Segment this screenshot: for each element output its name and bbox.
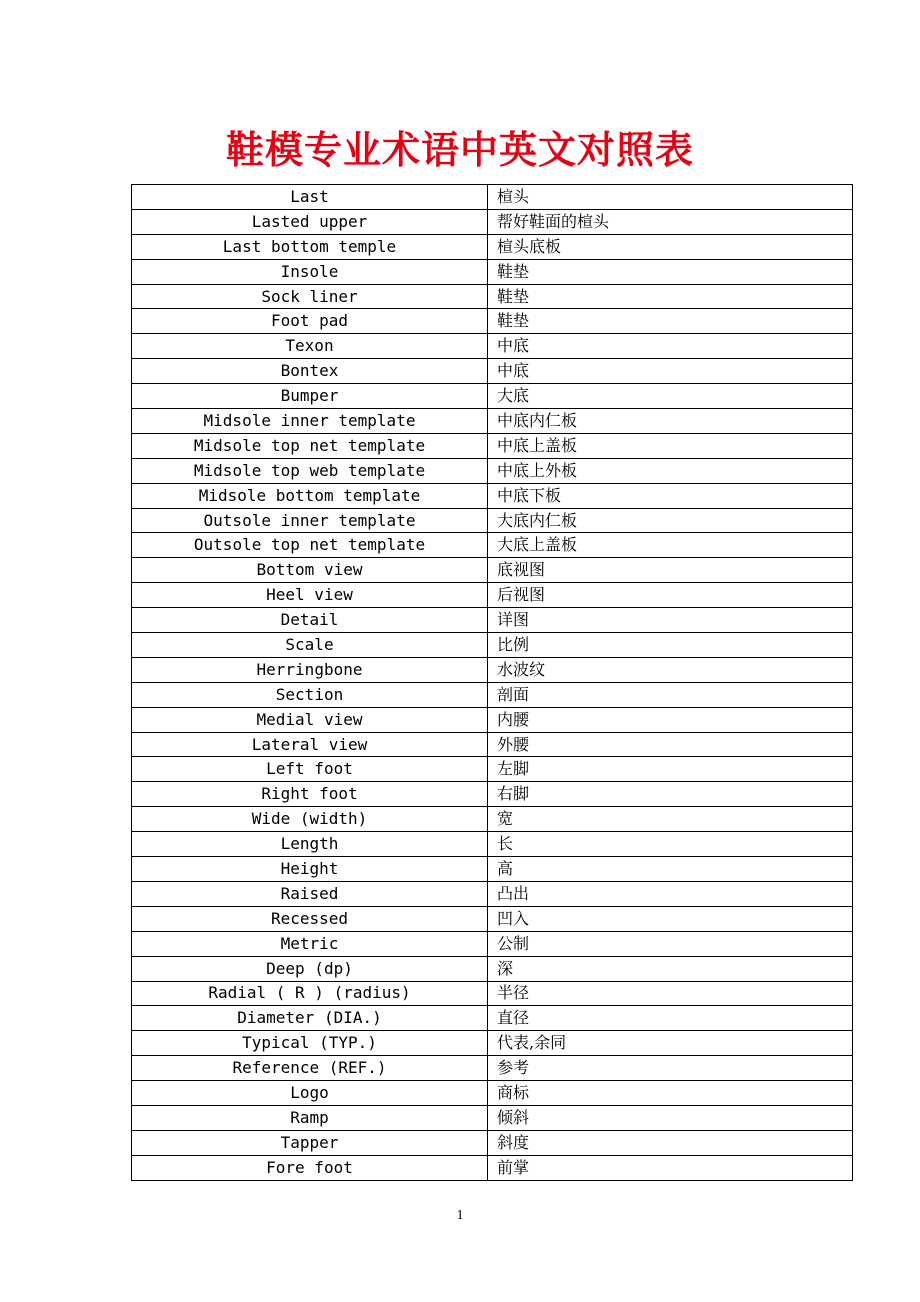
english-term-cell: Tapper bbox=[132, 1130, 488, 1155]
english-term-cell: Logo bbox=[132, 1081, 488, 1106]
chinese-term-cell: 大底内仁板 bbox=[488, 508, 853, 533]
english-term-cell: Midsole bottom template bbox=[132, 483, 488, 508]
english-term-cell: Scale bbox=[132, 633, 488, 658]
table-row bbox=[132, 682, 853, 707]
english-term-cell: Fore foot bbox=[132, 1155, 488, 1180]
table-row bbox=[132, 707, 853, 732]
table-row bbox=[132, 832, 853, 857]
chinese-term-cell: 倾斜 bbox=[488, 1105, 853, 1130]
table-row bbox=[132, 309, 853, 334]
chinese-term-cell: 高 bbox=[488, 857, 853, 882]
chinese-term-cell: 底视图 bbox=[488, 558, 853, 583]
english-term-cell: Height bbox=[132, 857, 488, 882]
chinese-term-cell: 中底上盖板 bbox=[488, 433, 853, 458]
english-term-cell: Ramp bbox=[132, 1105, 488, 1130]
english-term-cell: Insole bbox=[132, 259, 488, 284]
chinese-term-cell: 帮好鞋面的楦头 bbox=[488, 209, 853, 234]
chinese-term-cell: 大底 bbox=[488, 384, 853, 409]
table-row bbox=[132, 807, 853, 832]
english-term-cell: Heel view bbox=[132, 583, 488, 608]
chinese-term-cell: 水波纹 bbox=[488, 657, 853, 682]
table-row bbox=[132, 409, 853, 434]
english-term-cell: Raised bbox=[132, 881, 488, 906]
table-row bbox=[132, 633, 853, 658]
english-term-cell: Herringbone bbox=[132, 657, 488, 682]
table-row bbox=[132, 234, 853, 259]
chinese-term-cell: 内腰 bbox=[488, 707, 853, 732]
table-row bbox=[132, 857, 853, 882]
table-row bbox=[132, 657, 853, 682]
english-term-cell: Recessed bbox=[132, 906, 488, 931]
english-term-cell: Typical (TYP.) bbox=[132, 1031, 488, 1056]
chinese-term-cell: 中底内仁板 bbox=[488, 409, 853, 434]
page-number: 1 bbox=[456, 1208, 464, 1223]
table-row bbox=[132, 384, 853, 409]
english-term-cell: Bontex bbox=[132, 359, 488, 384]
chinese-term-cell: 鞋垫 bbox=[488, 284, 853, 309]
chinese-term-cell: 斜度 bbox=[488, 1130, 853, 1155]
table-row bbox=[132, 1155, 853, 1180]
chinese-term-cell: 凹入 bbox=[488, 906, 853, 931]
table-row bbox=[132, 1105, 853, 1130]
chinese-term-cell: 中底 bbox=[488, 359, 853, 384]
english-term-cell: Midsole inner template bbox=[132, 409, 488, 434]
chinese-term-cell: 鞋垫 bbox=[488, 259, 853, 284]
table-row bbox=[132, 1130, 853, 1155]
chinese-term-cell: 代表,余同 bbox=[488, 1031, 853, 1056]
english-term-cell: Deep (dp) bbox=[132, 956, 488, 981]
english-term-cell: Left foot bbox=[132, 757, 488, 782]
table-row bbox=[132, 1056, 853, 1081]
chinese-term-cell: 楦头 bbox=[488, 185, 853, 210]
table-row bbox=[132, 284, 853, 309]
english-term-cell: Lateral view bbox=[132, 732, 488, 757]
table-row bbox=[132, 483, 853, 508]
table-row bbox=[132, 508, 853, 533]
english-term-cell: Diameter (DIA.) bbox=[132, 1006, 488, 1031]
chinese-term-cell: 楦头底板 bbox=[488, 234, 853, 259]
english-term-cell: Outsole top net template bbox=[132, 533, 488, 558]
chinese-term-cell: 比例 bbox=[488, 633, 853, 658]
table-row bbox=[132, 881, 853, 906]
table-row bbox=[132, 533, 853, 558]
chinese-term-cell: 后视图 bbox=[488, 583, 853, 608]
chinese-term-cell: 鞋垫 bbox=[488, 309, 853, 334]
english-term-cell: Bumper bbox=[132, 384, 488, 409]
chinese-term-cell: 详图 bbox=[488, 608, 853, 633]
table-row bbox=[132, 956, 853, 981]
chinese-term-cell: 大底上盖板 bbox=[488, 533, 853, 558]
table-row bbox=[132, 334, 853, 359]
chinese-term-cell: 中底下板 bbox=[488, 483, 853, 508]
english-term-cell: Detail bbox=[132, 608, 488, 633]
chinese-term-cell: 外腰 bbox=[488, 732, 853, 757]
page-title: 鞋模专业术语中英文对照表 bbox=[225, 128, 694, 172]
table-row bbox=[132, 608, 853, 633]
chinese-term-cell: 剖面 bbox=[488, 682, 853, 707]
chinese-term-cell: 参考 bbox=[488, 1056, 853, 1081]
english-term-cell: Last bottom temple bbox=[132, 234, 488, 259]
table-row bbox=[132, 981, 853, 1006]
table-row bbox=[132, 583, 853, 608]
chinese-term-cell: 长 bbox=[488, 832, 853, 857]
english-term-cell: Outsole inner template bbox=[132, 508, 488, 533]
table-row bbox=[132, 209, 853, 234]
table-row bbox=[132, 1006, 853, 1031]
table-row bbox=[132, 558, 853, 583]
english-term-cell: Radial ( R ) (radius) bbox=[132, 981, 488, 1006]
english-term-cell: Length bbox=[132, 832, 488, 857]
chinese-term-cell: 左脚 bbox=[488, 757, 853, 782]
table-row bbox=[132, 433, 853, 458]
chinese-term-cell: 凸出 bbox=[488, 881, 853, 906]
english-term-cell: Right foot bbox=[132, 782, 488, 807]
english-term-cell: Wide (width) bbox=[132, 807, 488, 832]
english-term-cell: Reference (REF.) bbox=[132, 1056, 488, 1081]
english-term-cell: Sock liner bbox=[132, 284, 488, 309]
chinese-term-cell: 中底上外板 bbox=[488, 458, 853, 483]
table-row bbox=[132, 757, 853, 782]
english-term-cell: Last bbox=[132, 185, 488, 210]
chinese-term-cell: 直径 bbox=[488, 1006, 853, 1031]
glossary-table bbox=[131, 184, 853, 1181]
table-row bbox=[132, 185, 853, 210]
english-term-cell: Bottom view bbox=[132, 558, 488, 583]
table-row bbox=[132, 1081, 853, 1106]
chinese-term-cell: 右脚 bbox=[488, 782, 853, 807]
chinese-term-cell: 宽 bbox=[488, 807, 853, 832]
table-row bbox=[132, 359, 853, 384]
table-row bbox=[132, 732, 853, 757]
chinese-term-cell: 深 bbox=[488, 956, 853, 981]
english-term-cell: Lasted upper bbox=[132, 209, 488, 234]
chinese-term-cell: 中底 bbox=[488, 334, 853, 359]
chinese-term-cell: 半径 bbox=[488, 981, 853, 1006]
english-term-cell: Texon bbox=[132, 334, 488, 359]
table-row bbox=[132, 1031, 853, 1056]
glossary-table-body bbox=[132, 185, 853, 1181]
table-row bbox=[132, 458, 853, 483]
table-row bbox=[132, 782, 853, 807]
chinese-term-cell: 前掌 bbox=[488, 1155, 853, 1180]
english-term-cell: Medial view bbox=[132, 707, 488, 732]
english-term-cell: Foot pad bbox=[132, 309, 488, 334]
table-row bbox=[132, 259, 853, 284]
english-term-cell: Midsole top net template bbox=[132, 433, 488, 458]
table-row bbox=[132, 931, 853, 956]
english-term-cell: Midsole top web template bbox=[132, 458, 488, 483]
english-term-cell: Metric bbox=[132, 931, 488, 956]
chinese-term-cell: 公制 bbox=[488, 931, 853, 956]
chinese-term-cell: 商标 bbox=[488, 1081, 853, 1106]
english-term-cell: Section bbox=[132, 682, 488, 707]
table-row bbox=[132, 906, 853, 931]
